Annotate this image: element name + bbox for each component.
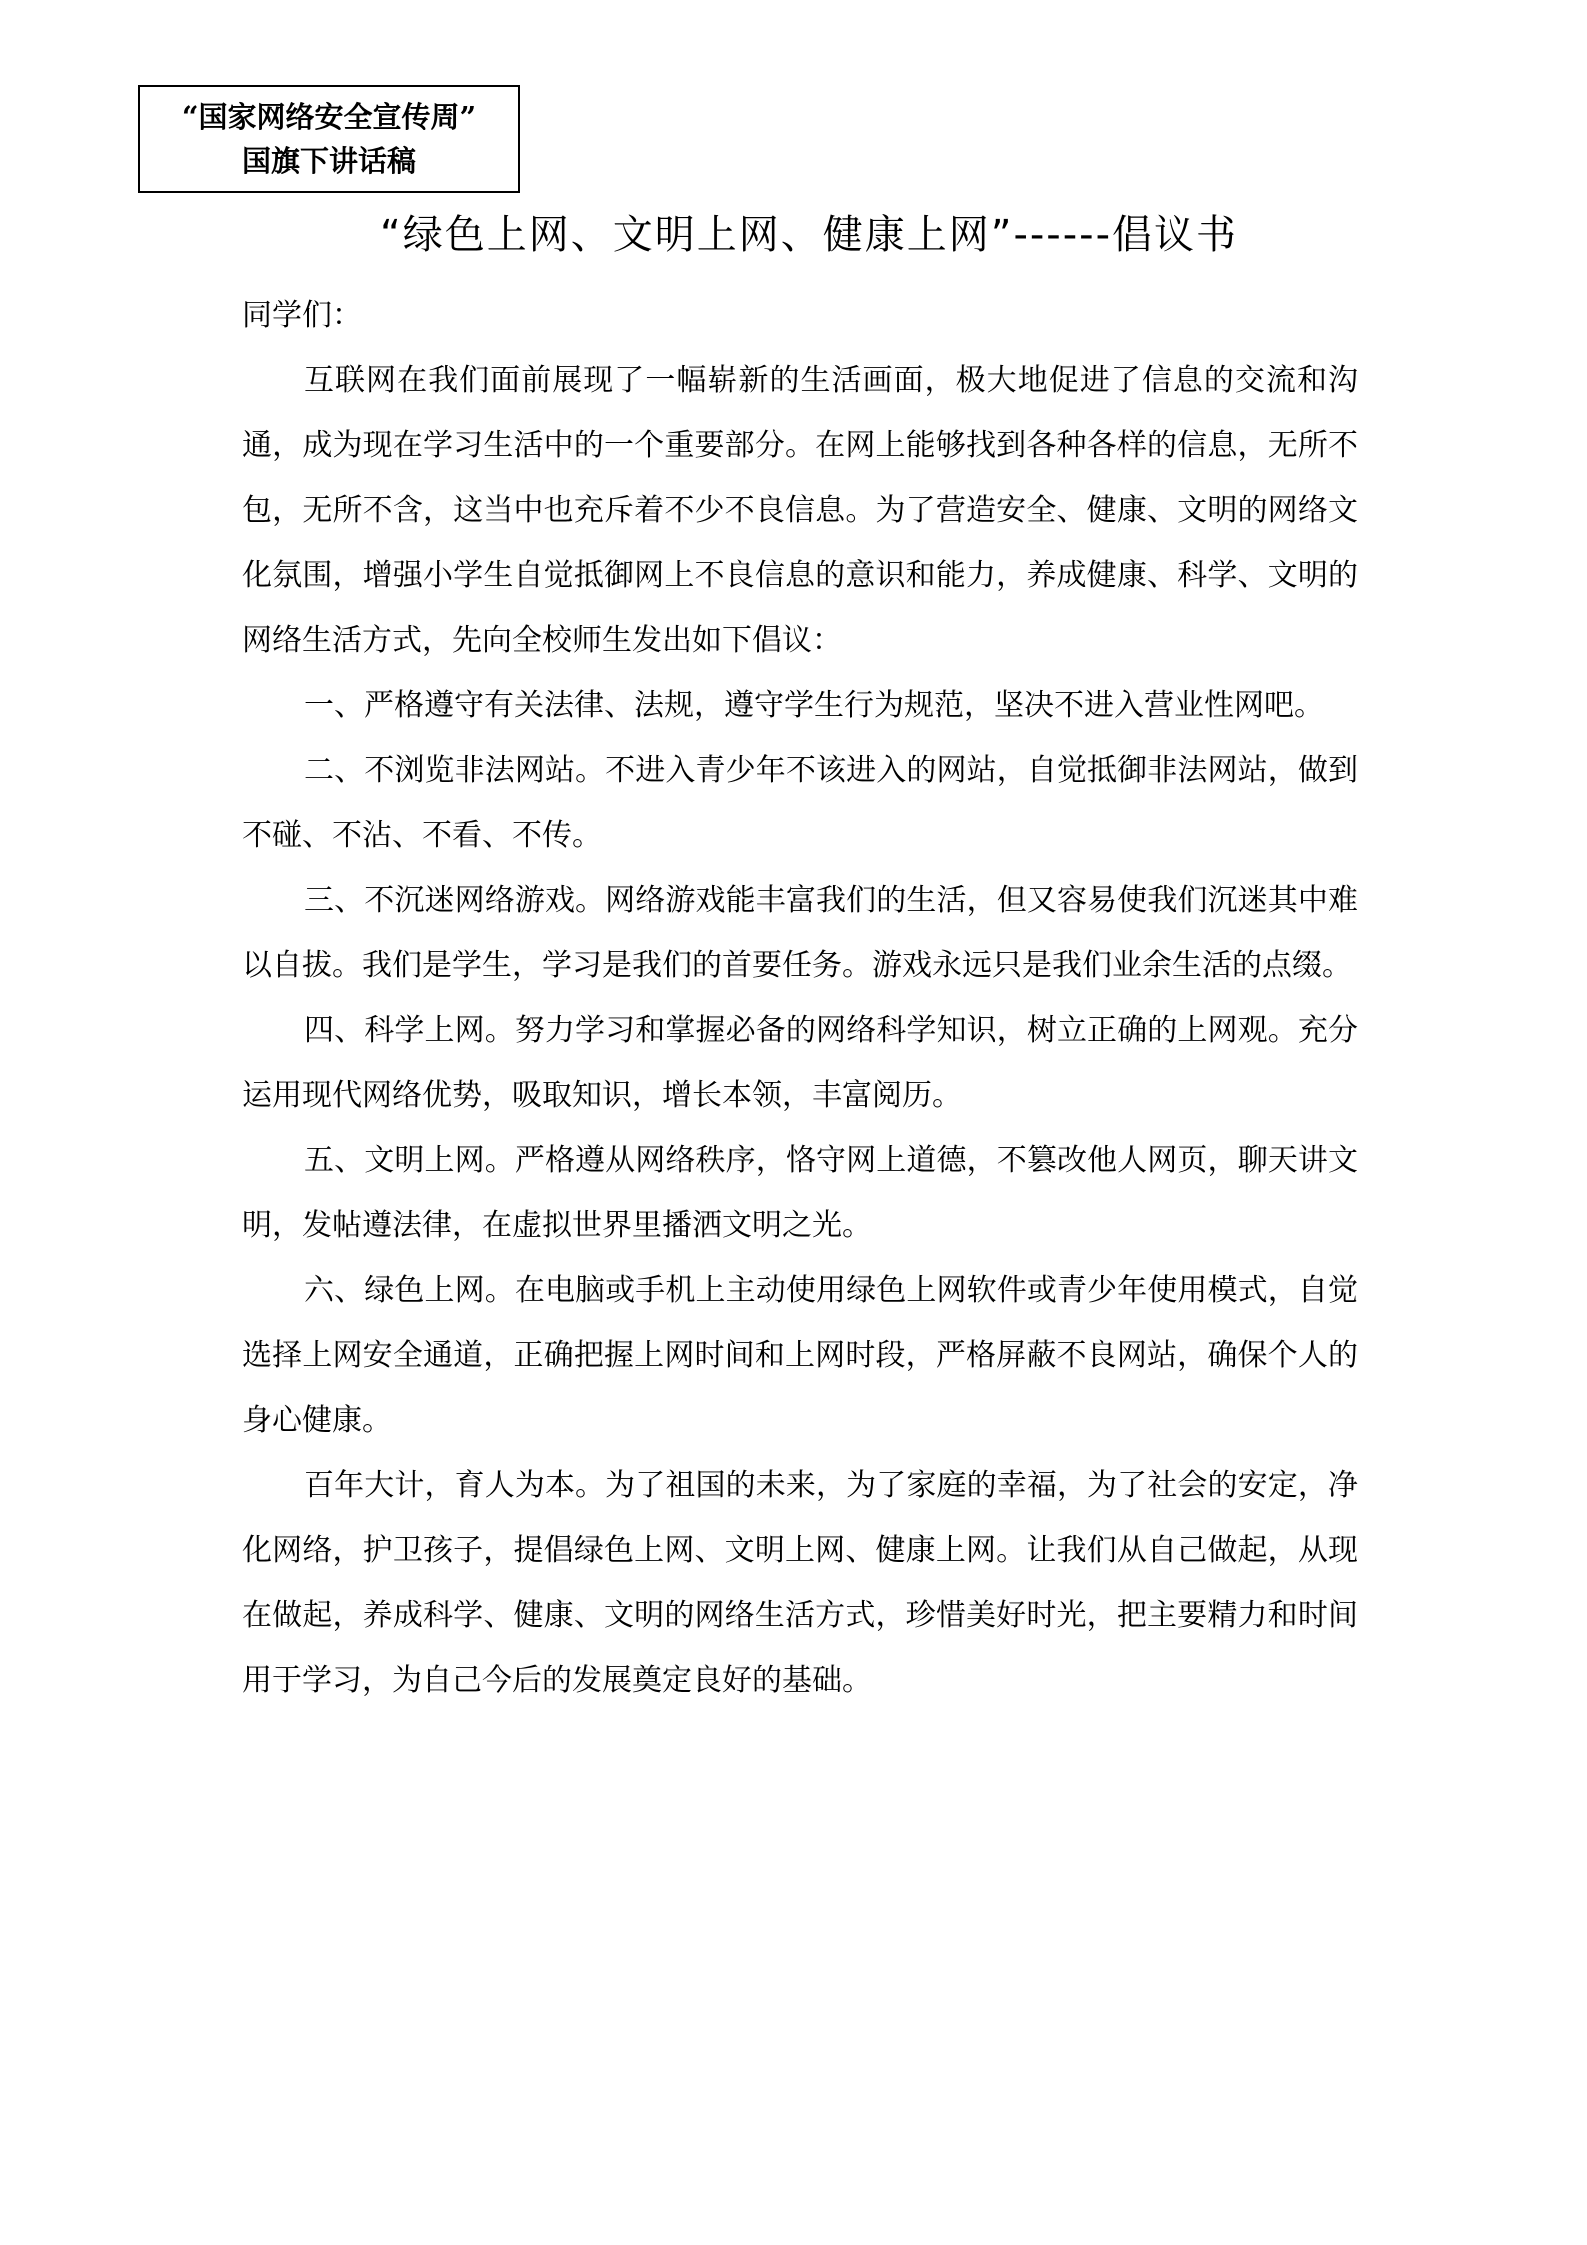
document-title: “绿色上网、文明上网、健康上网”------倡议书 [380,212,1239,258]
paragraph-item-1: 一、严格遵守有关法律、法规，遵守学生行为规范，坚决不进入营业性网吧。 [304,688,1324,723]
label-line-type: 国旗下讲话稿 [241,144,416,178]
paragraph-conclusion: 百年大计，育人为本。为了祖国的未来，为了家庭的幸福，为了社会的安定，净化网络，护卫孩子，提倡绿色上网、文明上网、健康上网。让我们从自己做起，从现在做起，养成科学、健康、文明的网络生活方式，珍惜美好时光，把主要精力和时间用于学习，为自己今后的发展奠定良好的基础。 [242,1468,1358,1698]
document-body [242,283,1358,1713]
paragraph-item-3: 三、不沉迷网络游戏。网络游戏能丰富我们的生活，但又容易使我们沉迷其中难以自拔。我们是学生，学习是我们的首要任务。游戏永远只是我们业余生活的点缀。 [242,883,1358,983]
paragraph-item-4: 四、科学上网。努力学习和掌握必备的网络科学知识，树立正确的上网观。充分运用现代网络优势，吸取知识，增长本领，丰富阅历。 [242,1013,1358,1113]
paragraph-item-2: 二、不浏览非法网站。不进入青少年不该进入的网站，自觉抵御非法网站，做到不碰、不沾、不看、不传。 [242,753,1358,853]
paragraph-intro: 互联网在我们面前展现了一幅崭新的生活画面，极大地促进了信息的交流和沟通，成为现在学习生活中的一个重要部分。在网上能够找到各种各样的信息，无所不包，无所不含，这当中也充斥着不少不良信息。为了营造安全、健康、文明的网络文化氛围，增强小学生自觉抵御网上不良信息的意识和能力，养成健康、科学、文明的网络生活方式，先向全校师生发出如下倡议： [242,363,1358,658]
salutation: 同学们： [242,298,362,333]
paragraph-item-5: 五、文明上网。严格遵从网络秩序，恪守网上道德，不篡改他人网页，聊天讲文明，发帖遵法律，在虚拟世界里播洒文明之光。 [242,1143,1358,1243]
label-line-event: “国家网络安全宣传周” [181,100,477,134]
speech-label-box [138,85,520,193]
paragraph-item-6: 六、绿色上网。在电脑或手机上主动使用绿色上网软件或青少年使用模式，自觉选择上网安全通道，正确把握上网时间和上网时段，严格屏蔽不良网站，确保个人的身心健康。 [242,1273,1358,1438]
